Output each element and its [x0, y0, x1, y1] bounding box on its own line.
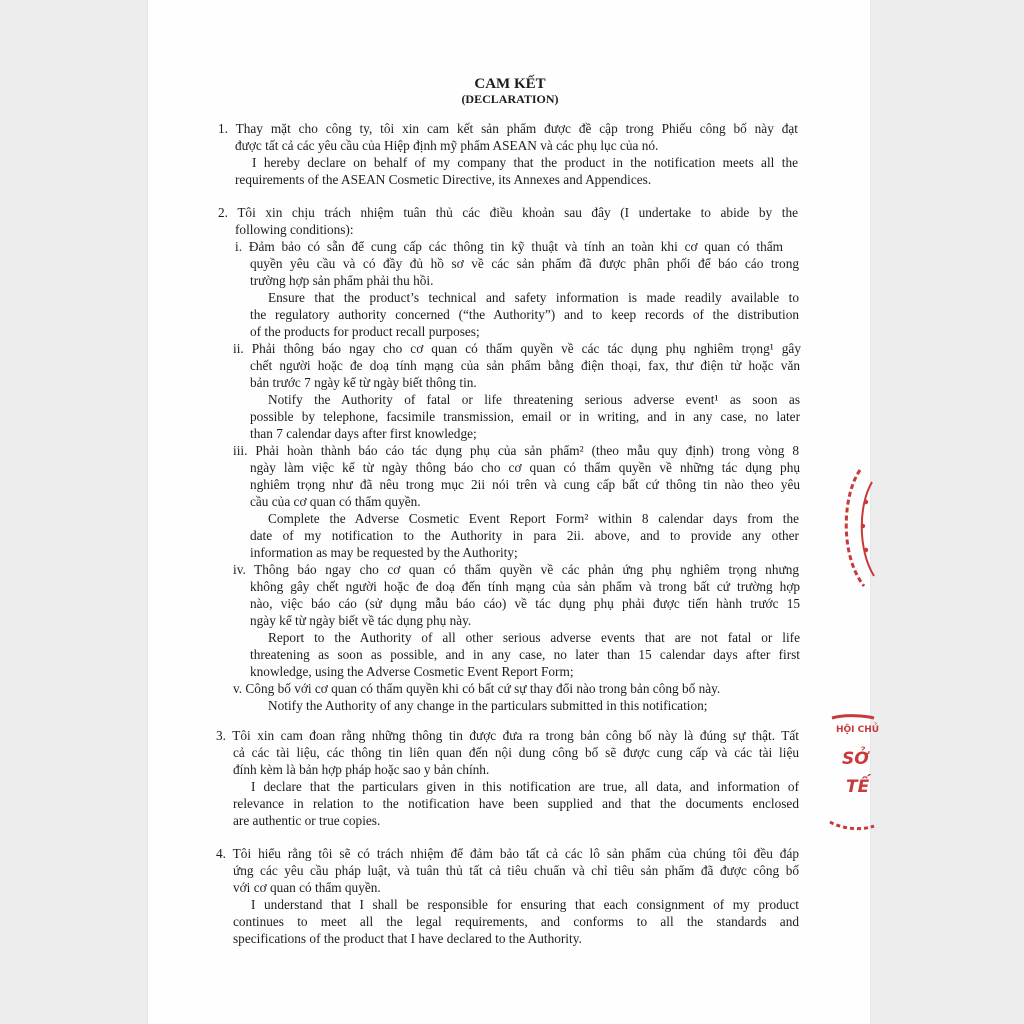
para-2-line-3: i. Đảm bảo có sẵn để cung cấp các thông tin kỹ thuật và tính an toàn khi cơ quan có thẩm	[235, 239, 783, 254]
para-2-line-25: ngày kể từ ngày biết về tác dụng phụ này.	[250, 613, 472, 628]
para-2-line-23: không gây chết người hoặc đe doạ đến tính mạng của sản phẩm và trong bất cứ trường hợp	[250, 579, 800, 594]
para-2-line-19: Complete the Adverse Cosmetic Event Report Form² within 8 calendar days from the	[268, 511, 799, 526]
para-4-line-1: 4. Tôi hiểu rằng tôi sẽ có trách nhiệm để đảm bảo tất cả các lô sản phẩm của chúng tôi đều đáp	[216, 846, 800, 861]
svg-text:TẾ: TẾ	[846, 777, 870, 797]
page-subtitle: (DECLARATION)	[461, 92, 559, 106]
para-2-line-4: quyền yêu cầu và có đầy đủ hồ sơ về các sản phẩm đã được phân phối để báo cáo trong	[250, 256, 799, 271]
para-2-line-8: of the products for product recall purposes;	[250, 324, 480, 339]
para-1-line-2: được tất cả các yêu cầu của Hiệp định mỹ phẩm ASEAN và các phụ lục của nó.	[235, 138, 659, 153]
para-2-line-16: ngày làm việc kể từ ngày thông báo cho cơ quan có thẩm quyền về những tác dụng phụ	[250, 460, 800, 475]
svg-text:HỘI CHỦ: HỘI CHỦ	[836, 725, 880, 735]
para-2-line-18: cầu của cơ quan có thẩm quyền.	[250, 494, 421, 509]
svg-text:SỞ: SỞ	[842, 749, 869, 769]
red-seal-stamp-upper	[836, 466, 876, 590]
para-4-line-6: specifications of the product that I have declared to the Authority.	[233, 931, 582, 946]
para-2-line-10: chết người hoặc đe doạ tính mạng của sản phẩm bằng điện thoại, fax, thư điện tử hoặc văn	[250, 358, 800, 373]
para-2-line-12: Notify the Authority of fatal or life threatening serious adverse event¹ as soon as	[268, 392, 800, 407]
para-2-line-9: ii. Phải thông báo ngay cho cơ quan có thẩm quyền về các tác dụng phụ nghiêm trọng¹ gây	[233, 341, 801, 356]
para-4-line-2: ứng các yêu cầu pháp luật, và tuân thủ tất cả tiêu chuẩn và chỉ tiêu sản phẩm đã được công bố	[233, 863, 799, 878]
para-1-line-3: I hereby declare on behalf of my company that the product in the notification meets all the	[252, 155, 798, 170]
para-4-line-3: với cơ quan có thẩm quyền.	[233, 880, 381, 895]
para-2-line-13: possible by telephone, facsimile transmission, email or in writing, and in any case, no later	[250, 409, 800, 424]
para-3-line-3: đính kèm là bản hợp pháp hoặc sao y bản chính.	[233, 762, 490, 777]
page-title: CAM KẾT	[474, 76, 546, 92]
para-2-line-15: iii. Phải hoàn thành báo cáo tác dụng phụ của sản phẩm² (theo mẫu quy định) trong vòng 8	[233, 443, 799, 458]
para-2-line-7: the regulatory authority concerned (“the Authority”) and to keep records of the distribution	[250, 307, 799, 322]
para-2-line-30: Notify the Authority of any change in the particulars submitted in this notification;	[268, 698, 708, 713]
para-2-line-28: knowledge, using the Adverse Cosmetic Event Report Form;	[250, 664, 574, 679]
para-4-line-4: I understand that I shall be responsible for ensuring that each consignment of my product	[251, 897, 799, 912]
para-4-line-5: continues to meet all the legal requirements, and conforms to all the standards and	[233, 914, 799, 929]
para-2-line-20: date of my notification to the Authority in para 2ii. above, and to provide any other	[250, 528, 799, 543]
para-3-line-5: relevance in relation to the notification have been supplied and that the documents enclosed	[233, 796, 799, 811]
para-3-line-1: 3. Tôi xin cam đoan rằng những thông tin được đưa ra trong bản công bố này là đúng sự thật. Tất	[216, 728, 800, 743]
para-2-line-6: Ensure that the product’s technical and safety information is made readily available to	[268, 290, 799, 305]
red-seal-stamp-lower	[826, 712, 880, 836]
para-2-line-27: threatening as soon as possible, and in any case, no later than 15 calendar days after first	[250, 647, 800, 662]
para-1-line-1: 1. Thay mặt cho công ty, tôi xin cam kết sản phẩm được đề cập trong Phiếu công bố này đạt	[218, 121, 798, 136]
para-2-line-29: v. Công bố với cơ quan có thẩm quyền khi có bất cứ sự thay đổi nào trong bản công bố này.	[233, 681, 721, 696]
para-2-line-1: 2. Tôi xin chịu trách nhiệm tuân thủ các điều khoản sau đây (I undertake to abide by the	[218, 205, 799, 220]
para-3-line-2: cả các tài liệu, các thông tin liên quan đến nội dung công bố sẽ được cung cấp và các tài liệu	[233, 745, 799, 760]
para-2-line-2: following conditions):	[235, 222, 354, 237]
para-2-line-14: than 7 calendar days after first knowledge;	[250, 426, 477, 441]
para-2-line-17: nghiêm trọng như đã nêu trong mục 2ii nói trên và cung cấp bất cứ thông tin nào theo yêu	[250, 477, 800, 492]
para-2-line-22: iv. Thông báo ngay cho cơ quan có thẩm quyền về các phản ứng phụ nghiêm trọng nhưng	[233, 562, 799, 577]
para-2-line-5: trường hợp sản phẩm phải thu hồi.	[250, 273, 434, 288]
para-2-line-24: nào, việc báo cáo (sử dụng mẫu báo cáo) về tác dụng phụ phải được tiến hành trước 15	[250, 596, 800, 611]
para-1-line-4: requirements of the ASEAN Cosmetic Directive, its Annexes and Appendices.	[235, 172, 652, 187]
para-2-line-21: information as may be requested by the Authority;	[250, 545, 518, 560]
para-3-line-4: I declare that the particulars given in this notification are true, all data, and information of	[251, 779, 799, 794]
para-2-line-26: Report to the Authority of all other serious adverse events that are not fatal or life	[268, 630, 800, 645]
para-2-line-11: bản trước 7 ngày kể từ ngày biết thông tin.	[250, 375, 477, 390]
para-3-line-6: are authentic or true copies.	[233, 813, 381, 828]
